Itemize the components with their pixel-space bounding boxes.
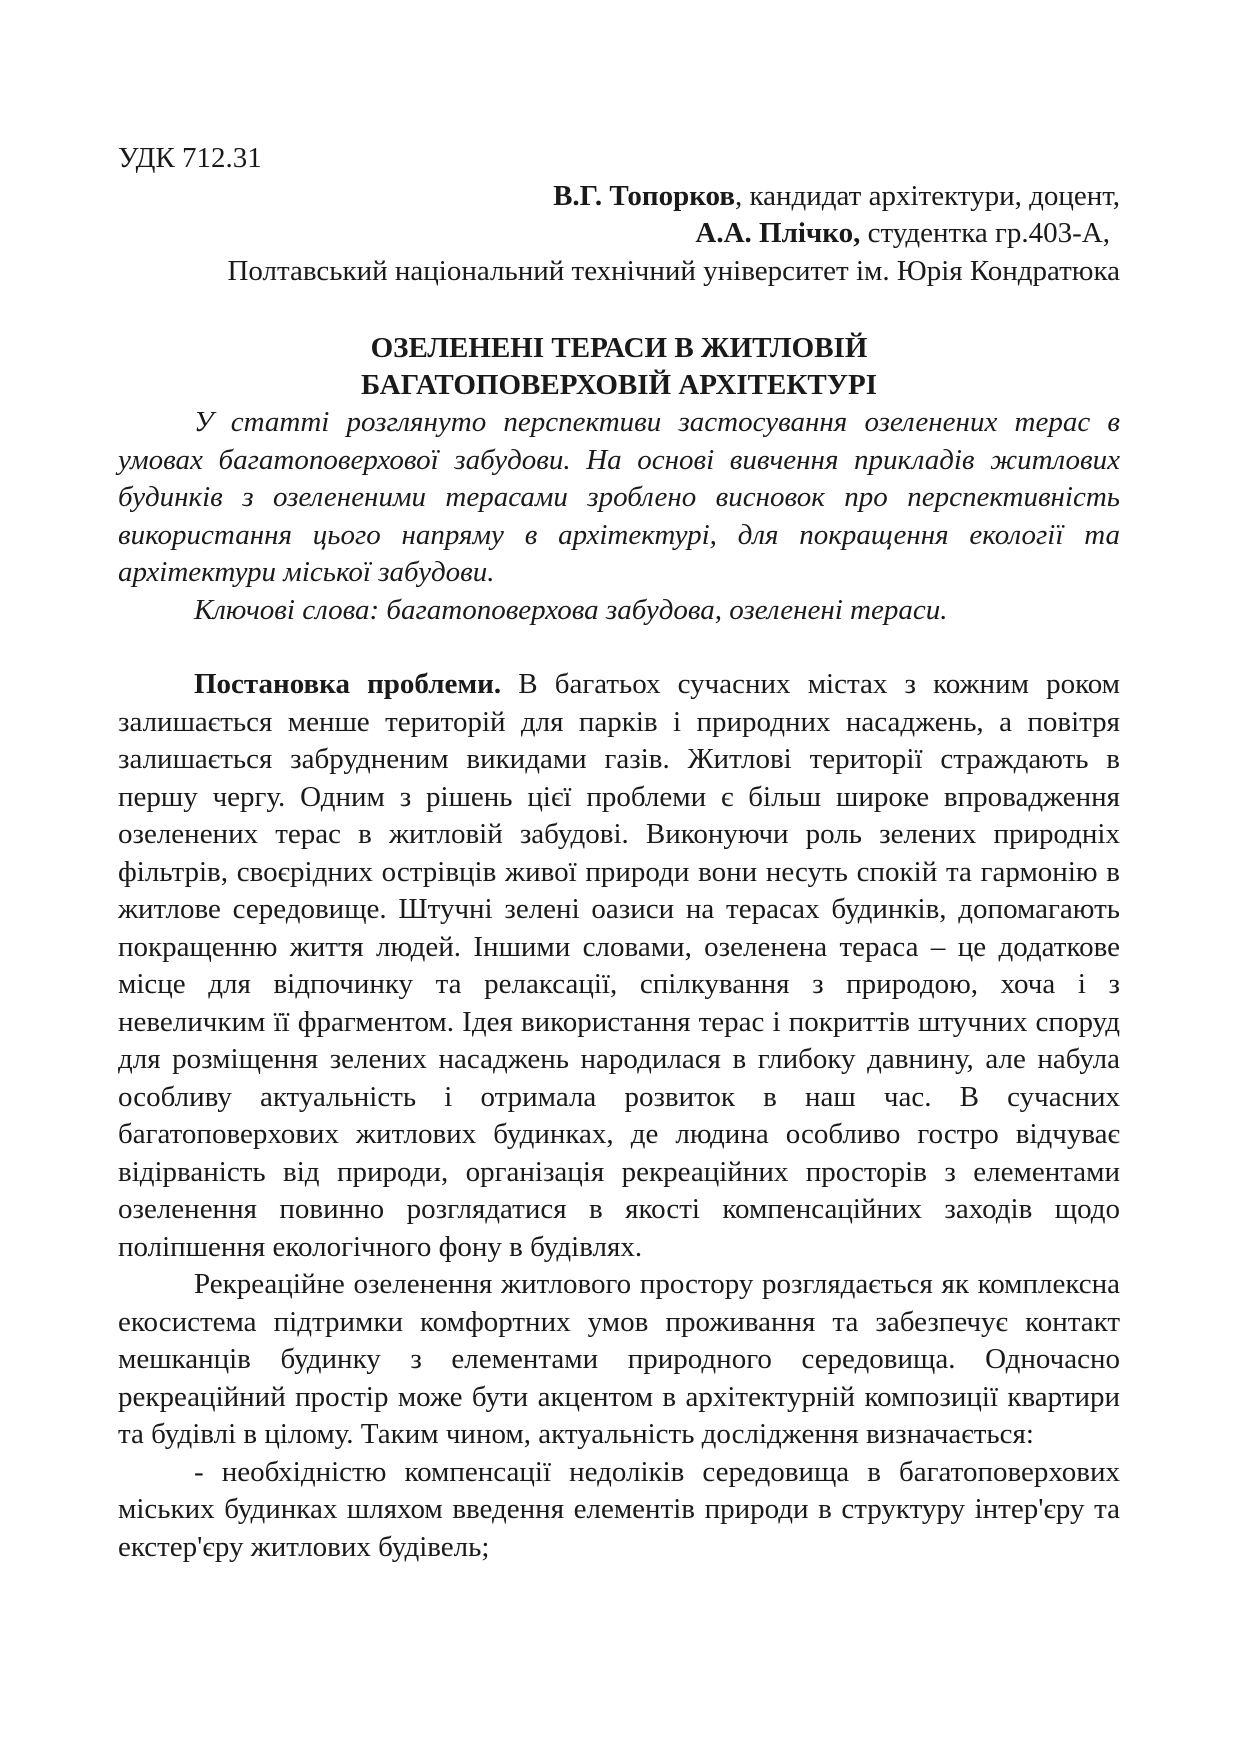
paper-title — [118, 330, 1120, 404]
body-paragraph-1-text: В багатьох сучасних містах з кожним роком залишається менше територій для парків і природних насаджень, а повітря залишається забрудненим викидами газів. Житлові території страждають в першу чергу. Одним з рішень цієї проблеми є більш широке впровадження озеленених терас в житловій забудові. Виконуючи роль зелених природніх фільтрів, своєрідних острівців живої природи вони несуть спокій та гармонію в житлове середовище. Штучні зелені оазиси на терасах будинків, допомагають покращенню життя людей. Іншими словами, озеленена тераса – це додаткове місце для відпочинку та релаксації, спілкування з природою, хоча і з невеличким її фрагментом. Ідея використання терас і покриттів штучних споруд для розміщення зелених насаджень народилася в глибоку давнину, але набула особливу актуальність і отримала розвиток в наш час. В сучасних багатоповерхових житлових будинках, де людина особливо гостро відчуває відірваність від природи, організація рекреаційних просторів з елементами озеленення повинно розглядатися в якості компенсаційних заходів щодо поліпшення екологічного фону в будівлях. — [118, 668, 1121, 1263]
author-1-title: , кандидат архітектури, доцент, — [734, 179, 1120, 212]
section-heading-problem: Постановка проблеми. — [194, 668, 502, 700]
body-paragraph-3: - необхідністю компенсації недоліків середовища в багатоповерхових міських будинках шляхом введення елементів природи в структуру інтер'єру та екстер'єру житлових будівель; — [118, 1455, 1120, 1563]
keywords-text: : багатоповерхова забудова, озеленені тераси. — [369, 593, 948, 626]
author-2-title: студентка гр.403-А, — [860, 217, 1110, 249]
affiliation: Полтавський національний технічний університет ім. Юрія Кондратюка — [227, 254, 1120, 287]
author-2-line — [118, 215, 1120, 253]
keywords-label: Ключові слова — [194, 593, 370, 626]
body-paragraph-1 — [118, 666, 1120, 1266]
author-2-name: А.А. Плічко, — [695, 217, 861, 249]
paper-page — [118, 140, 1120, 1566]
title-line-1: ОЗЕЛЕНЕНІ ТЕРАСИ В ЖИТЛОВІЙ — [370, 332, 868, 364]
body-paragraph-2: Рекреаційне озеленення житлового простору розглядається як комплексна екосистема підтримки комфортних умов проживання та забезпечує контакт мешканців будинку з елементами природного середовища. Одночасно рекреаційний простір може бути акцентом в архітектурній композиції квартири та будівлі в цілому. Таким чином, актуальність дослідження визначається: — [118, 1268, 1120, 1450]
udk-code: УДК 712.31 — [118, 142, 262, 174]
keywords — [118, 592, 1120, 630]
abstract: У статті розглянуто перспективи застосування озеленених терас в умовах багатоповерхової забудови. На основі вивчення прикладів житлових будинків з озелененими терасами зроблено висновок про перспективність використання цього напряму в архітектурі, для покращення екології та архітектури міської забудови. — [118, 406, 1120, 588]
author-1-line — [118, 178, 1120, 216]
title-line-2: БАГАТОПОВЕРХОВІЙ АРХІТЕКТУРІ — [360, 369, 878, 401]
author-1-name: В.Г. Топорков — [553, 179, 735, 212]
